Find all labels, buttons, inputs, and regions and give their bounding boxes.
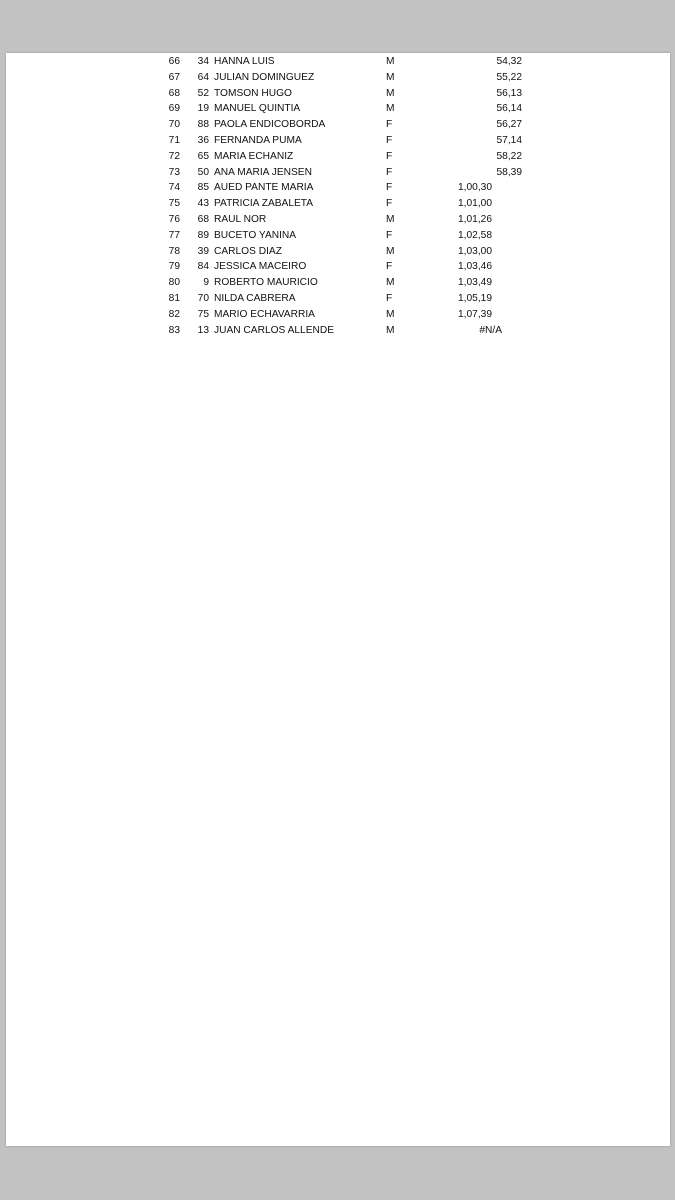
sex-cell: M (386, 103, 395, 115)
time-cell: 1,07,39 (458, 308, 492, 320)
runner-name-cell: ROBERTO MAURICIO (214, 277, 318, 289)
time-cell: 56,13 (496, 87, 522, 99)
table-row (0, 196, 675, 212)
position-cell: 73 (168, 166, 180, 178)
sex-cell: F (386, 119, 393, 131)
time-cell: 1,03,49 (458, 277, 492, 289)
bib-number-cell: 84 (197, 261, 209, 273)
bib-number-cell: 9 (203, 277, 209, 289)
bib-number-cell: 19 (197, 103, 209, 115)
table-row (0, 180, 675, 196)
position-cell: 74 (168, 182, 180, 194)
sex-cell: M (386, 71, 395, 83)
position-cell: 72 (168, 150, 180, 162)
position-cell: 68 (168, 87, 180, 99)
bib-number-cell: 39 (197, 245, 209, 257)
runner-name-cell: MARIA ECHANIZ (214, 150, 294, 162)
time-cell: 1,05,19 (458, 292, 492, 304)
table-row (0, 212, 675, 228)
sex-cell: M (386, 324, 395, 336)
position-cell: 67 (168, 71, 180, 83)
runner-name-cell: PAOLA ENDICOBORDA (214, 119, 326, 131)
bib-number-cell: 68 (197, 213, 209, 225)
bib-number-cell: 52 (197, 87, 209, 99)
sex-cell: F (386, 229, 393, 241)
time-cell: 58,22 (496, 150, 522, 162)
time-cell: 1,00,30 (458, 182, 492, 194)
position-cell: 78 (168, 245, 180, 257)
time-cell: #N/A (479, 324, 502, 336)
sex-cell: F (386, 150, 393, 162)
runner-name-cell: MANUEL QUINTIA (214, 103, 301, 115)
runner-name-cell: FERNANDA PUMA (214, 134, 302, 146)
runner-name-cell: AUED PANTE MARIA (214, 182, 314, 194)
position-cell: 75 (168, 198, 180, 210)
time-cell: 57,14 (496, 134, 522, 146)
bib-number-cell: 65 (197, 150, 209, 162)
position-cell: 77 (168, 229, 180, 241)
table-row (0, 228, 675, 244)
bib-number-cell: 43 (197, 198, 209, 210)
time-cell: 56,14 (496, 103, 522, 115)
table-row (0, 259, 675, 275)
bib-number-cell: 70 (197, 292, 209, 304)
bib-number-cell: 89 (197, 229, 209, 241)
time-cell: 1,01,00 (458, 198, 492, 210)
runner-name-cell: MARIO ECHAVARRIA (214, 308, 315, 320)
sex-cell: M (386, 308, 395, 320)
time-cell: 1,01,26 (458, 213, 492, 225)
bib-number-cell: 34 (197, 56, 209, 67)
runner-name-cell: JUAN CARLOS ALLENDE (214, 324, 335, 336)
runner-name-cell: HANNA LUIS (214, 56, 275, 67)
runner-name-cell: CARLOS DIAZ (214, 245, 282, 257)
runner-name-cell: PATRICIA ZABALETA (214, 198, 314, 210)
time-cell: 58,39 (496, 166, 522, 178)
table-row (0, 117, 675, 133)
bib-number-cell: 85 (197, 182, 209, 194)
sex-cell: F (386, 166, 393, 178)
sex-cell: M (386, 56, 395, 67)
table-row (0, 244, 675, 260)
results-table (0, 54, 675, 338)
runner-name-cell: TOMSON HUGO (214, 87, 292, 99)
position-cell: 83 (168, 324, 180, 336)
table-row (0, 133, 675, 149)
sex-cell: M (386, 213, 395, 225)
table-row (0, 86, 675, 102)
sex-cell: F (386, 292, 393, 304)
position-cell: 71 (168, 134, 180, 146)
bib-number-cell: 75 (197, 308, 209, 320)
runner-name-cell: NILDA CABRERA (214, 292, 296, 304)
bib-number-cell: 50 (197, 166, 209, 178)
position-cell: 80 (168, 277, 180, 289)
runner-name-cell: JULIAN DOMINGUEZ (214, 71, 315, 83)
sex-cell: F (386, 134, 393, 146)
bib-number-cell: 88 (197, 119, 209, 131)
position-cell: 79 (168, 261, 180, 273)
runner-name-cell: RAUL NOR (214, 213, 267, 225)
time-cell: 55,22 (496, 71, 522, 83)
table-row (0, 291, 675, 307)
table-row (0, 101, 675, 117)
table-row (0, 54, 675, 70)
sex-cell: M (386, 277, 395, 289)
table-row (0, 149, 675, 165)
position-cell: 66 (168, 56, 180, 67)
time-cell: 1,03,00 (458, 245, 492, 257)
time-cell: 54,32 (496, 56, 522, 67)
time-cell: 1,03,46 (458, 261, 492, 273)
table-row (0, 70, 675, 86)
sex-cell: F (386, 182, 393, 194)
table-row (0, 323, 675, 339)
table-row (0, 307, 675, 323)
bib-number-cell: 64 (197, 71, 209, 83)
bib-number-cell: 36 (197, 134, 209, 146)
time-cell: 1,02,58 (458, 229, 492, 241)
runner-name-cell: ANA MARIA JENSEN (214, 166, 312, 178)
time-cell: 56,27 (496, 119, 522, 131)
sex-cell: F (386, 198, 393, 210)
sex-cell: M (386, 87, 395, 99)
runner-name-cell: JESSICA MACEIRO (214, 261, 307, 273)
sex-cell: M (386, 245, 395, 257)
table-row (0, 165, 675, 181)
position-cell: 70 (168, 119, 180, 131)
table-row (0, 275, 675, 291)
sex-cell: F (386, 261, 393, 273)
position-cell: 69 (168, 103, 180, 115)
position-cell: 76 (168, 213, 180, 225)
position-cell: 82 (168, 308, 180, 320)
position-cell: 81 (168, 292, 180, 304)
runner-name-cell: BUCETO YANINA (214, 229, 297, 241)
bib-number-cell: 13 (197, 324, 209, 336)
